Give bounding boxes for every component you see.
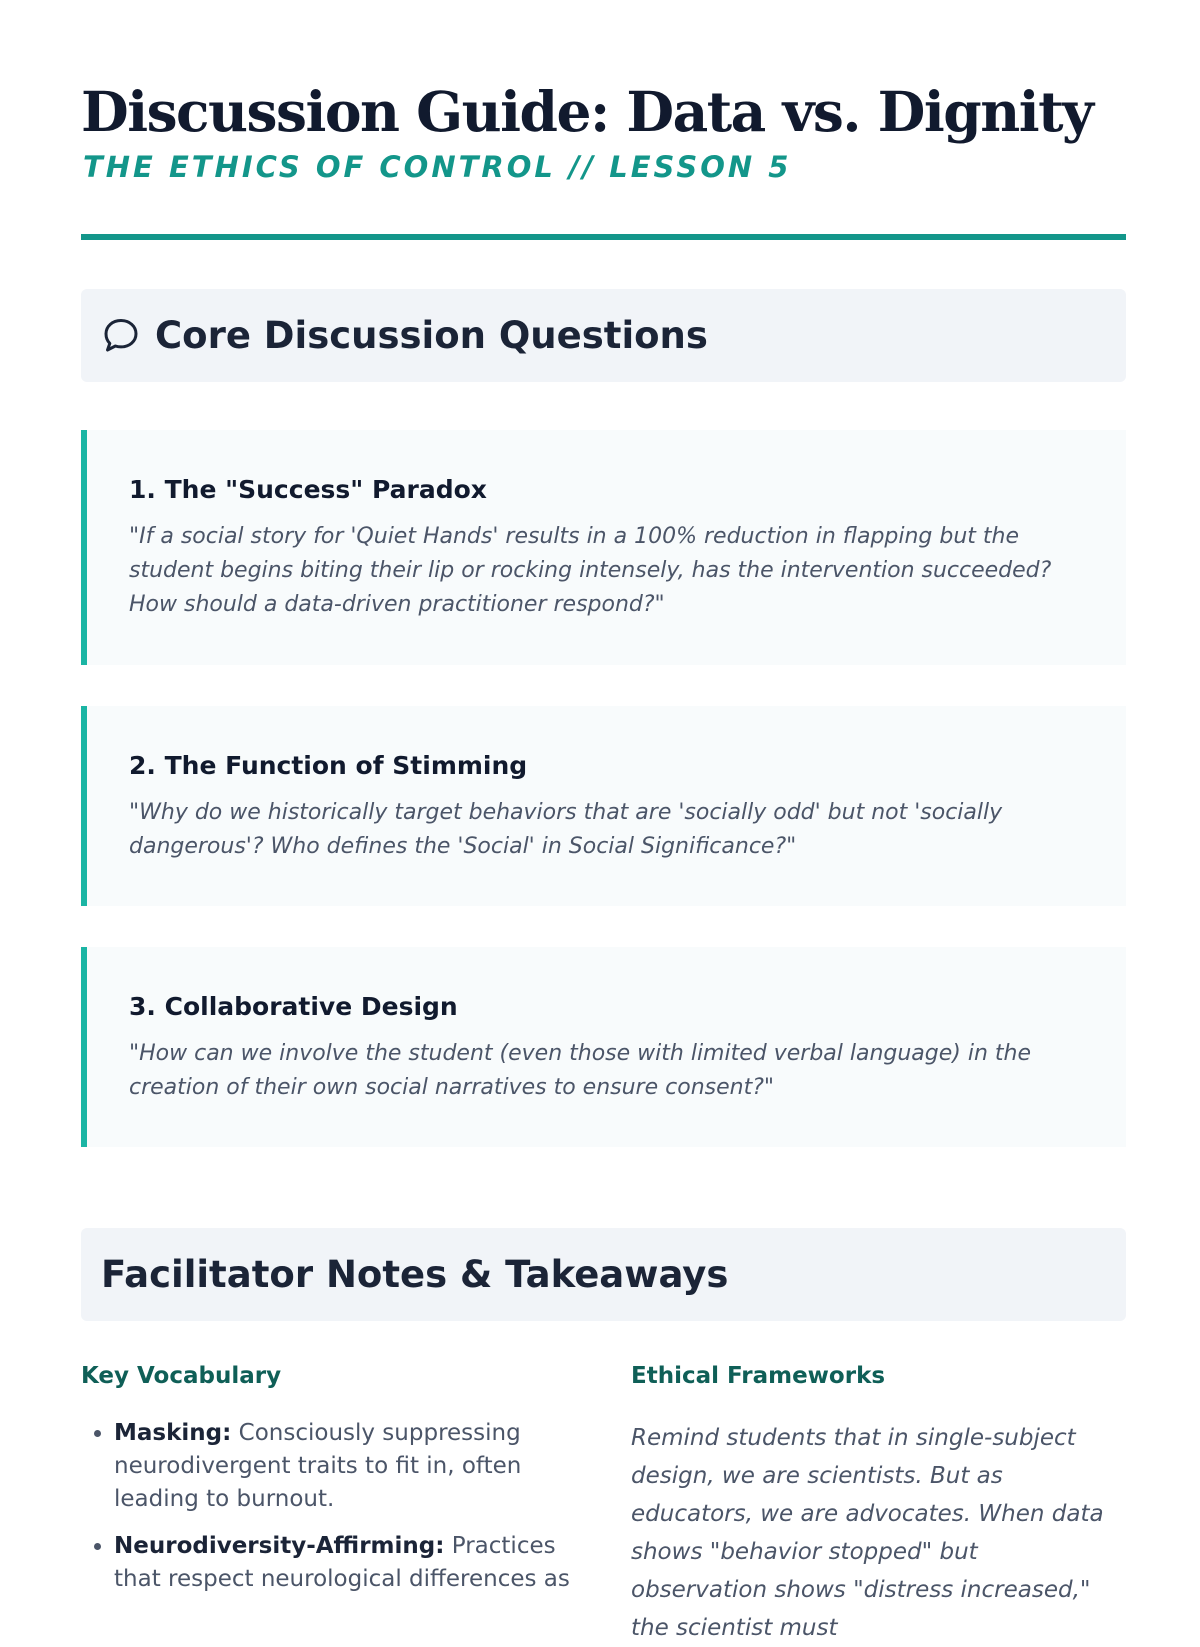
facilitator-notes-header: [81, 1228, 1126, 1321]
core-questions-header: [81, 289, 1126, 382]
question-title: 2. The Function of Stimming: [129, 751, 528, 780]
page-title: Discussion Guide: Data vs. Dignity: [81, 79, 1093, 144]
vocab-item-masking: [114, 1417, 571, 1516]
question-body: "How can we involve the student (even those with limited verbal language) in the creation of their own social narratives to ensure consent?": [129, 1041, 1032, 1100]
question-card-success-paradox: [81, 430, 1126, 665]
page-subtitle: THE ETHICS OF CONTROL // LESSON 5: [83, 150, 792, 184]
key-vocabulary-column: [81, 1363, 571, 1610]
core-questions-title: Core Discussion Questions: [155, 314, 708, 357]
vocabulary-list: [81, 1417, 571, 1596]
facilitator-notes-title: Facilitator Notes & Takeaways: [101, 1253, 729, 1296]
vocab-term: Neurodiversity-Affirming:: [114, 1533, 445, 1559]
question-title: 1. The "Success" Paradox: [129, 475, 487, 504]
question-title: 3. Collaborative Design: [129, 992, 458, 1021]
ethical-frameworks-text: Remind students that in single-subject design, we are scientists. But as educators, we are advocates. When data shows "behavior stopped" but observation shows "distress increased," the scientist must: [631, 1425, 1104, 1641]
key-vocabulary-heading: Key Vocabulary: [81, 1363, 282, 1389]
ethical-frameworks-heading: Ethical Frameworks: [631, 1363, 886, 1389]
vocab-term: Masking:: [114, 1420, 232, 1446]
question-body: "Why do we historically target behaviors that are 'socially odd' but not 'socially dangerous'? Who defines the 'Social' in Social Significance?": [129, 800, 1003, 859]
question-body: "If a social story for 'Quiet Hands' results in a 100% reduction in flapping but the student begins biting their lip or rocking intensely, has the intervention succeeded? How should a data-driven practitioner respond?": [129, 524, 1052, 617]
title-divider: [81, 234, 1126, 240]
question-card-function-of-stimming: [81, 706, 1126, 906]
ethical-frameworks-column: [631, 1363, 1121, 1647]
question-card-collaborative-design: [81, 947, 1126, 1147]
vocab-definition: Practices that respect neurological differences as: [114, 1533, 570, 1592]
speech-bubble-icon: [101, 316, 141, 356]
vocab-definition: Consciously suppressing neurodivergent traits to fit in, often leading to burnout.: [114, 1420, 522, 1512]
vocab-item-neurodiversity-affirming: [114, 1530, 571, 1596]
